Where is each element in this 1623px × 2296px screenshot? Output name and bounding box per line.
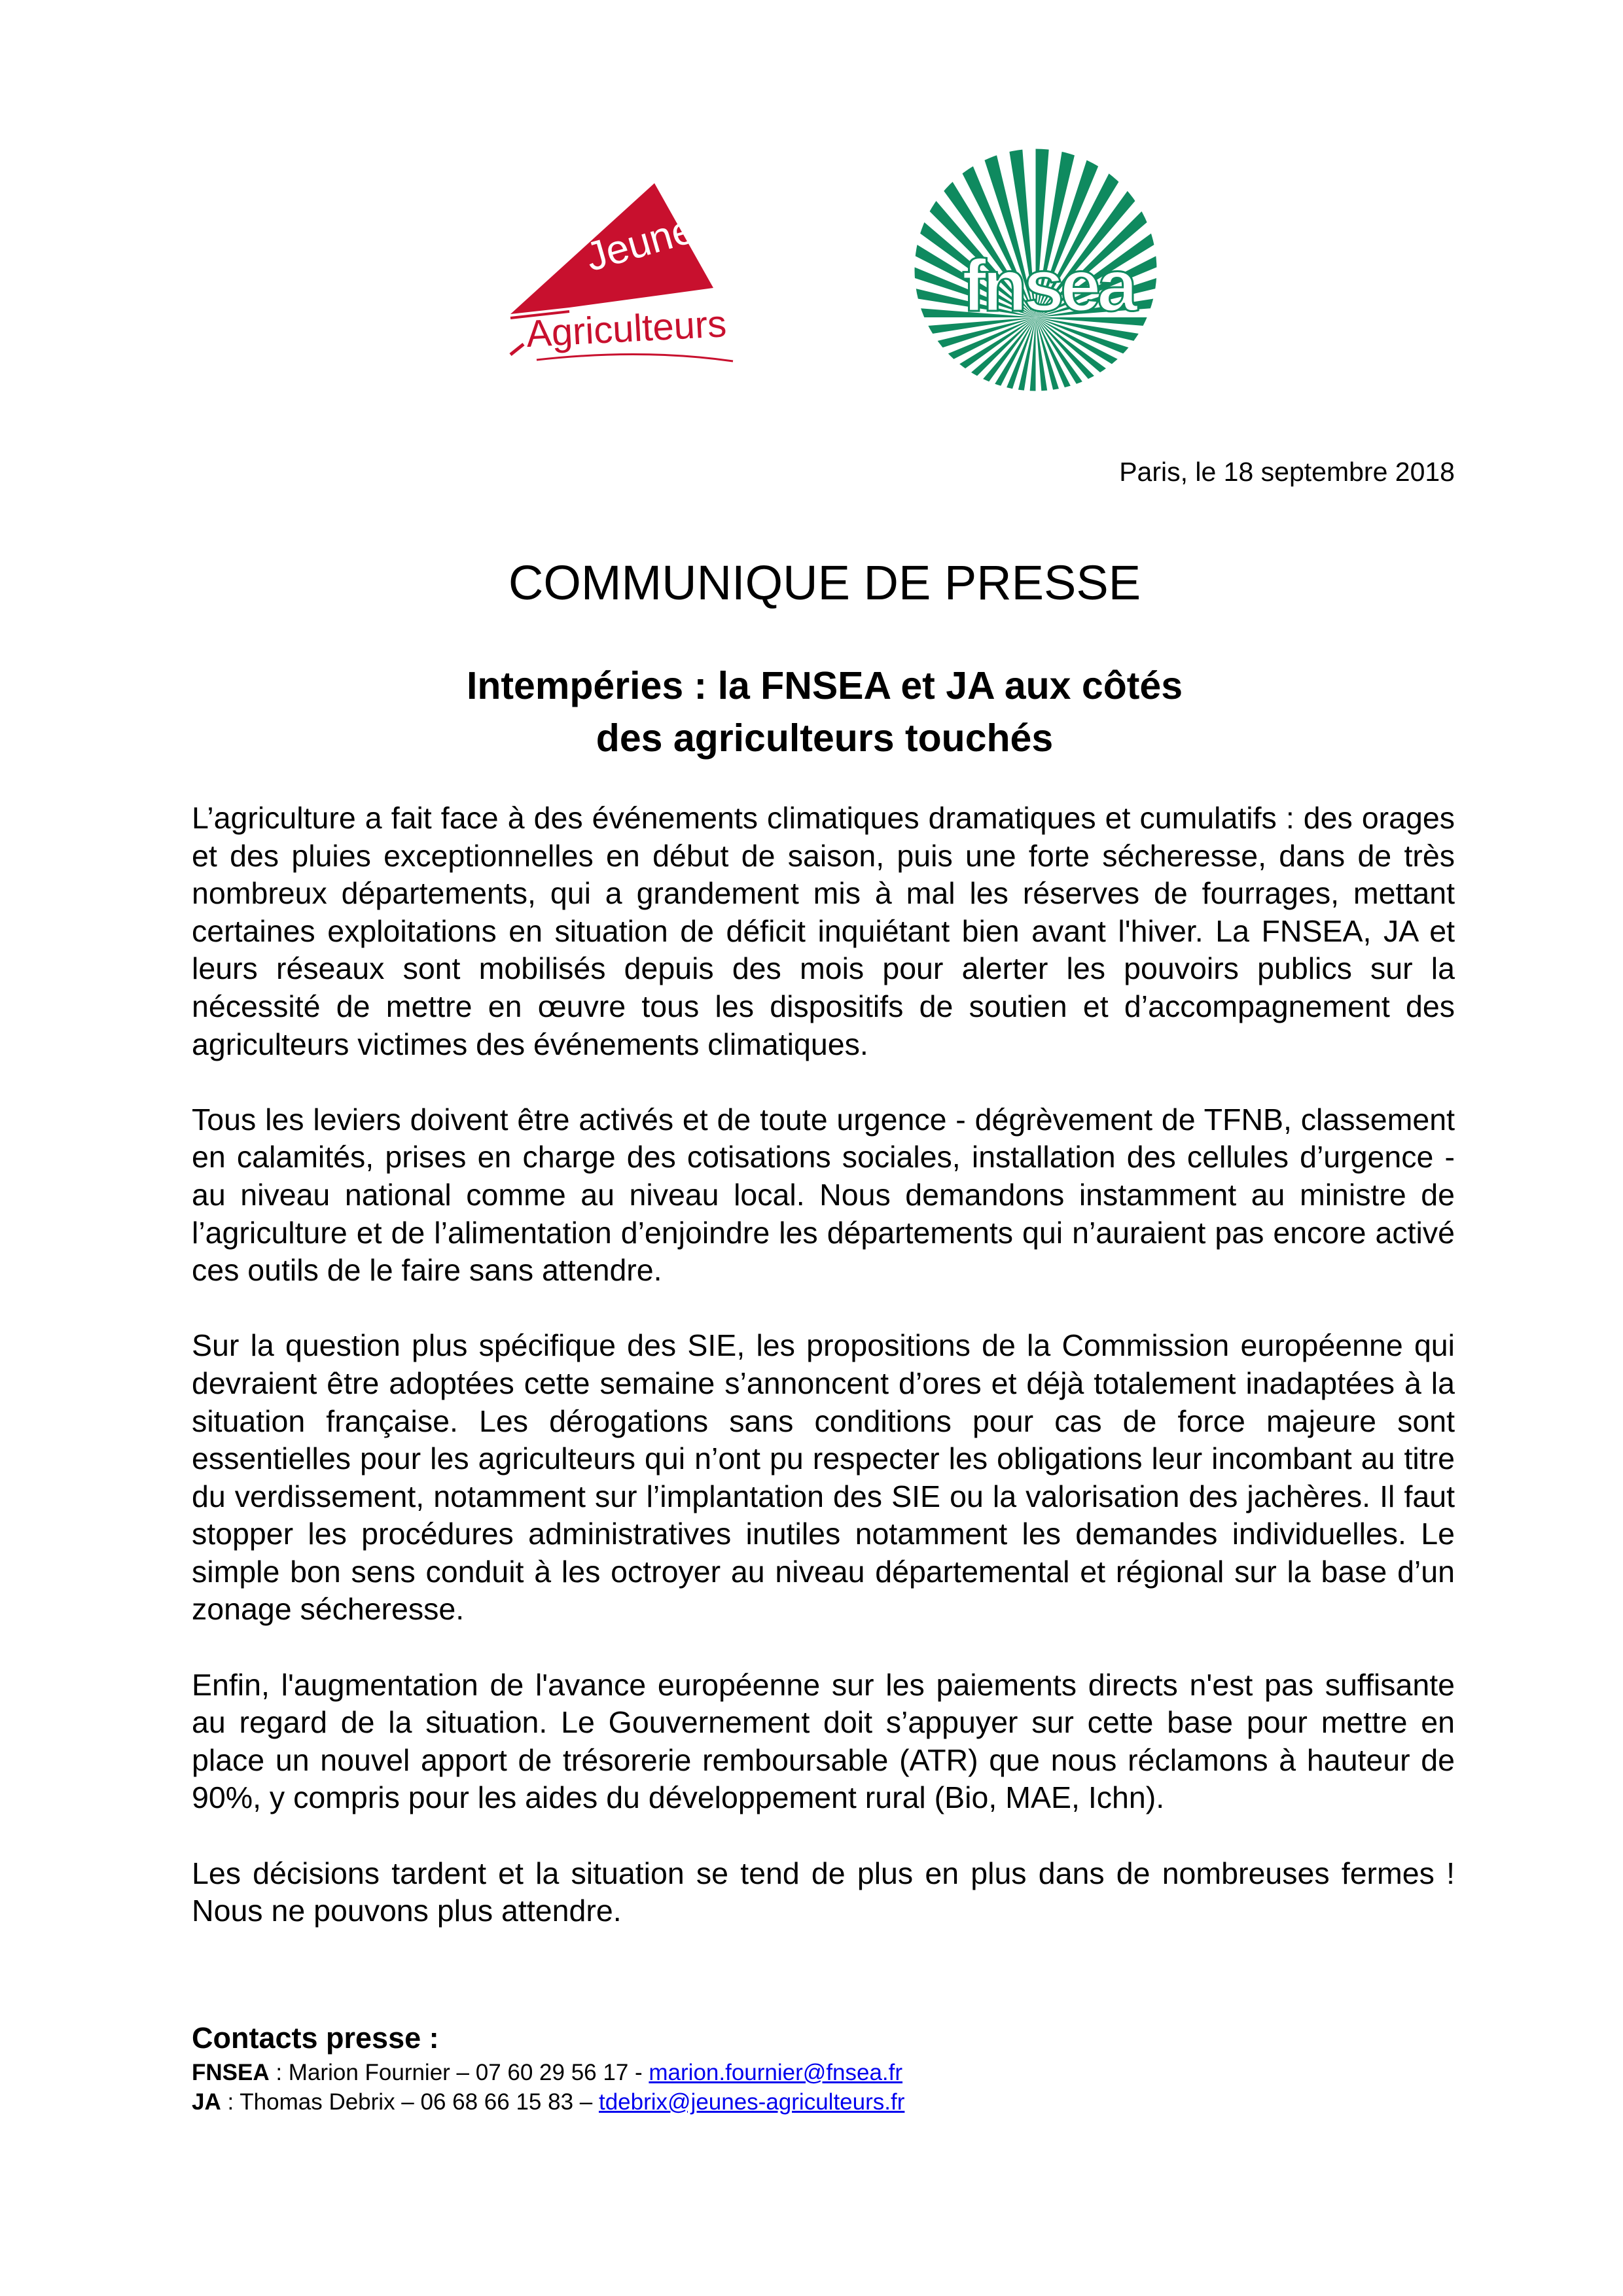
contact-org: FNSEA [192, 2060, 270, 2085]
contact-details: : Thomas Debrix – 06 68 66 15 83 – [221, 2089, 599, 2115]
contacts-title: Contacts presse : [192, 2021, 439, 2055]
paragraph-4: Enfin, l'augmentation de l'avance européenne sur les paiements directs n'est pas suffisante au regard de la situation. Le Gouvernement doit s’appuyer sur cette base pour mettre en place un nouvel apport de trésorerie remboursable (ATR) que nous réclamons à hauteur de 90%, y compris pour les aides du développement rural (Bio, MAE, Ichn). [192, 1667, 1455, 1815]
fnsea-logo [913, 147, 1158, 393]
paragraph-2: Tous les leviers doivent être activés et de toute urgence - dégrèvement de TFNB, classement en calamités, prises en charge des cotisations sociales, installation des cellules d’urgence - au niveau national comme au niveau local. Nous demandons instamment au ministre de l’agriculture et de l’alimentation d’enjoindre les départements qui n’auraient pas encore activé ces outils de le faire sans attendre. [192, 1102, 1455, 1288]
press-contacts [192, 2019, 904, 2117]
contact-details: : Marion Fournier – 07 60 29 56 17 - [269, 2060, 649, 2085]
subtitle-line-2: des agriculteurs touchés [596, 716, 1054, 760]
contact-email-link[interactable]: marion.fournier@fnsea.fr [649, 2060, 903, 2085]
jeunes-agriculteurs-logo [497, 183, 759, 373]
paragraph-3: Sur la question plus spécifique des SIE, les propositions de la Commission européenne qui devraient être adoptées cette semaine s’annoncent d’ores et déjà totalement inadaptées à la situation française. Les dérogations sans conditions pour cas de force majeure sont essentielles pour les agriculteurs qui n’ont pu respecter les obligations leur incombant au titre du verdissement, notamment sur l’implantation des SIE ou la valorisation des jachères. Il faut stopper les procédures administratives inutiles notamment les demandes individuelles. Le simple bon sens conduit à les octroyer au niveau départemental et régional sur la base d’un zonage sécheresse. [192, 1328, 1455, 1627]
contact-fnsea [192, 2058, 904, 2087]
document-date: Paris, le 18 septembre 2018 [1119, 457, 1455, 487]
contact-ja [192, 2087, 904, 2117]
contact-org: JA [192, 2089, 221, 2115]
paragraph-1: L’agriculture a fait face à des événements climatiques dramatiques et cumulatifs : des orages et des pluies exceptionnelles en début de saison, puis une forte sécheresse, dans de très nombreux départements, qui a grandement mis à mal les réserves de fourrages, mettant certaines exploitations en situation de déficit inquiétant bien avant l'hiver. La FNSEA, JA et leurs réseaux sont mobilisés depuis des mois pour alerter les pouvoirs publics sur la nécessité de mettre en œuvre tous les dispositifs de soutien et d’accompagnement des agriculteurs victimes des événements climatiques. [192, 801, 1455, 1061]
svg-text:Agriculteurs: Agriculteurs [525, 302, 728, 356]
paragraph-5: Les décisions tardent et la situation se tend de plus en plus dans de nombreuses fermes ! Nous ne pouvons plus attendre. [192, 1856, 1455, 1928]
document-subtitle [0, 660, 1623, 764]
svg-text:Jeunes: Jeunes [580, 200, 719, 281]
subtitle-line-1: Intempéries : la FNSEA et JA aux côtés [466, 664, 1183, 707]
contact-email-link[interactable]: tdebrix@jeunes-agriculteurs.fr [598, 2089, 905, 2115]
svg-text:fnsea: fnsea [962, 245, 1134, 327]
press-release-body [192, 800, 1455, 1968]
document-title: COMMUNIQUE DE PRESSE [508, 556, 1141, 610]
